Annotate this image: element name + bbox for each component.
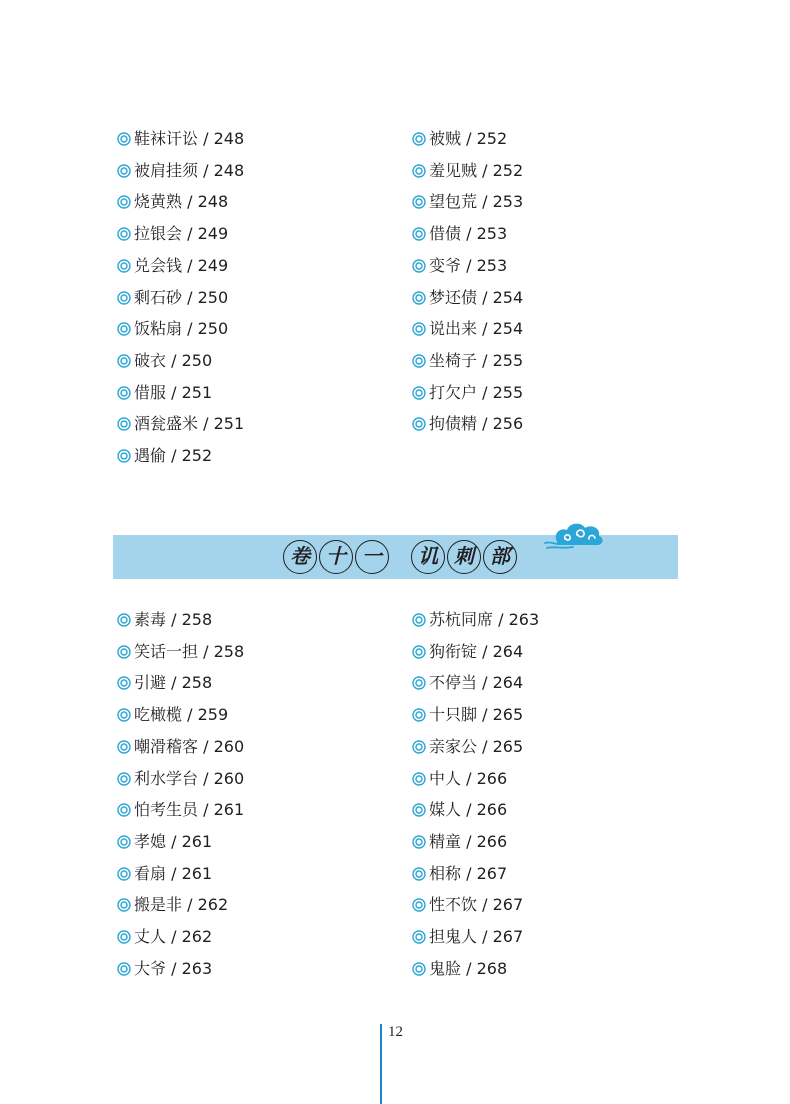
toc-entry-page: 250 — [181, 351, 213, 370]
toc-entry-page: 251 — [181, 383, 213, 402]
toc-entry — [117, 608, 212, 632]
toc-entry-title: 媒人 — [429, 800, 462, 819]
toc-entry-title: 兑会钱 — [134, 256, 183, 275]
double-circle-bullet-icon — [117, 259, 131, 273]
double-circle-bullet-icon — [412, 259, 426, 273]
toc-entry-title: 梦还债 — [429, 288, 478, 307]
toc-entry-page: 266 — [476, 769, 508, 788]
toc-entry-title: 坐椅子 — [429, 351, 478, 370]
toc-entry-separator: / — [461, 256, 477, 275]
double-circle-bullet-icon — [117, 962, 131, 976]
toc-entry-page: 252 — [492, 161, 524, 180]
toc-entry-separator: / — [198, 800, 214, 819]
toc-entry-page: 248 — [213, 161, 245, 180]
toc-entry-separator: / — [198, 769, 214, 788]
toc-entry — [117, 862, 212, 886]
toc-entry-separator: / — [477, 737, 493, 756]
toc-entry-separator: / — [182, 192, 198, 211]
toc-entry — [117, 222, 228, 246]
double-circle-bullet-icon — [412, 132, 426, 146]
toc-entry-page: 258 — [181, 673, 213, 692]
toc-entry-page: 248 — [213, 129, 245, 148]
toc-entry — [412, 862, 507, 886]
toc-entry — [117, 703, 228, 727]
toc-entry-page: 263 — [181, 959, 213, 978]
toc-entry-page: 265 — [492, 705, 524, 724]
toc-entry-separator: / — [166, 864, 182, 883]
toc-entry — [117, 640, 244, 664]
double-circle-bullet-icon — [412, 227, 426, 241]
double-circle-bullet-icon — [117, 835, 131, 849]
toc-entry-separator: / — [477, 705, 493, 724]
toc-entry-title: 素毒 — [134, 610, 167, 629]
chapter-volume-char: 卷 — [283, 540, 317, 574]
toc-entry — [412, 254, 507, 278]
toc-entry — [412, 925, 523, 949]
toc-entry-separator: / — [198, 161, 214, 180]
toc-entry — [117, 286, 228, 310]
double-circle-bullet-icon — [412, 740, 426, 754]
double-circle-bullet-icon — [412, 322, 426, 336]
double-circle-bullet-icon — [117, 930, 131, 944]
toc-entry-page: 252 — [181, 446, 213, 465]
double-circle-bullet-icon — [412, 962, 426, 976]
toc-entry — [117, 671, 212, 695]
double-circle-bullet-icon — [117, 449, 131, 463]
toc-entry-title: 丈人 — [134, 927, 167, 946]
toc-entry-title: 性不饮 — [429, 895, 478, 914]
toc-entry-separator: / — [477, 927, 493, 946]
toc-entry — [117, 412, 244, 436]
toc-entry-title: 被贼 — [429, 129, 462, 148]
toc-entry-page: 250 — [197, 319, 229, 338]
toc-entry-page: 255 — [492, 351, 524, 370]
toc-entry — [117, 767, 244, 791]
toc-entry-title: 搬是非 — [134, 895, 183, 914]
toc-entry-page: 268 — [476, 959, 508, 978]
toc-entry-separator: / — [182, 288, 198, 307]
toc-entry-title: 羞见贼 — [429, 161, 478, 180]
toc-entry-separator: / — [166, 927, 182, 946]
double-circle-bullet-icon — [117, 867, 131, 881]
double-circle-bullet-icon — [117, 740, 131, 754]
toc-entry-page: 265 — [492, 737, 524, 756]
page-number-rule — [380, 1024, 382, 1104]
chapter-name-char: 部 — [483, 540, 517, 574]
double-circle-bullet-icon — [117, 227, 131, 241]
double-circle-bullet-icon — [117, 322, 131, 336]
toc-entry-separator: / — [166, 832, 182, 851]
toc-entry-separator: / — [166, 959, 182, 978]
toc-entry-separator: / — [198, 414, 214, 433]
toc-entry-title: 烧黄熟 — [134, 192, 183, 211]
toc-entry-separator: / — [182, 895, 198, 914]
toc-entry-page: 262 — [181, 927, 213, 946]
double-circle-bullet-icon — [412, 708, 426, 722]
toc-entry-title: 大爷 — [134, 959, 167, 978]
toc-entry — [117, 127, 244, 151]
toc-entry — [412, 640, 523, 664]
double-circle-bullet-icon — [412, 645, 426, 659]
double-circle-bullet-icon — [117, 803, 131, 817]
toc-entry-separator: / — [477, 351, 493, 370]
double-circle-bullet-icon — [412, 291, 426, 305]
toc-entry — [117, 735, 244, 759]
toc-entry-title: 鬼脸 — [429, 959, 462, 978]
toc-entry-page: 261 — [181, 864, 213, 883]
toc-entry — [412, 412, 523, 436]
double-circle-bullet-icon — [117, 195, 131, 209]
toc-entry-page: 260 — [213, 737, 245, 756]
toc-entry — [117, 349, 212, 373]
toc-entry — [412, 159, 523, 183]
toc-entry-separator: / — [477, 414, 493, 433]
toc-entry — [412, 735, 523, 759]
toc-entry-page: 267 — [492, 895, 524, 914]
toc-entry-page: 260 — [213, 769, 245, 788]
toc-entry — [117, 957, 212, 981]
toc-entry — [412, 317, 523, 341]
chapter-volume-char: 一 — [355, 540, 389, 574]
toc-entry-title: 遇偷 — [134, 446, 167, 465]
toc-entry-page: 264 — [492, 673, 524, 692]
toc-entry-title: 被肩挂须 — [134, 161, 199, 180]
toc-entry-page: 259 — [197, 705, 229, 724]
toc-entry-separator: / — [198, 642, 214, 661]
toc-entry-page: 249 — [197, 256, 229, 275]
toc-entry-separator: / — [166, 610, 182, 629]
double-circle-bullet-icon — [412, 164, 426, 178]
toc-entry-page: 249 — [197, 224, 229, 243]
toc-entry-page: 258 — [181, 610, 213, 629]
double-circle-bullet-icon — [412, 867, 426, 881]
toc-entry-separator: / — [477, 192, 493, 211]
toc-entry-title: 利水学台 — [134, 769, 199, 788]
toc-entry-title: 苏杭同席 — [429, 610, 494, 629]
toc-entry-title: 亲家公 — [429, 737, 478, 756]
toc-entry-title: 不停当 — [429, 673, 478, 692]
double-circle-bullet-icon — [117, 386, 131, 400]
toc-entry-title: 借债 — [429, 224, 462, 243]
toc-entry-title: 中人 — [429, 769, 462, 788]
toc-entry-separator: / — [461, 224, 477, 243]
double-circle-bullet-icon — [117, 417, 131, 431]
toc-entry-title: 破衣 — [134, 351, 167, 370]
double-circle-bullet-icon — [117, 708, 131, 722]
toc-entry — [117, 830, 212, 854]
toc-entry-separator: / — [461, 769, 477, 788]
chapter-name-char: 讥 — [411, 540, 445, 574]
toc-entry-title: 拘债精 — [429, 414, 478, 433]
toc-entry — [412, 381, 523, 405]
toc-entry-separator: / — [166, 351, 182, 370]
auspicious-cloud-icon — [543, 519, 607, 551]
toc-entry-title: 剩石砂 — [134, 288, 183, 307]
toc-entry-title: 看扇 — [134, 864, 167, 883]
double-circle-bullet-icon — [412, 930, 426, 944]
double-circle-bullet-icon — [117, 613, 131, 627]
toc-entry-title: 鞋袜讦讼 — [134, 129, 199, 148]
toc-entry-title: 饭粘扇 — [134, 319, 183, 338]
toc-entry — [412, 286, 523, 310]
toc-entry-title: 引避 — [134, 673, 167, 692]
toc-entry-separator: / — [477, 895, 493, 914]
toc-entry-title: 吃橄榄 — [134, 705, 183, 724]
toc-entry — [117, 381, 212, 405]
toc-entry-page: 254 — [492, 288, 524, 307]
toc-entry-page: 261 — [181, 832, 213, 851]
toc-entry-title: 打欠户 — [429, 383, 478, 402]
toc-entry — [117, 925, 212, 949]
toc-entry-separator: / — [182, 256, 198, 275]
toc-entry-page: 248 — [197, 192, 229, 211]
toc-entry-separator: / — [461, 864, 477, 883]
toc-entry-separator: / — [166, 673, 182, 692]
page-number: 12 — [388, 1024, 403, 1040]
double-circle-bullet-icon — [117, 132, 131, 146]
toc-entry-page: 264 — [492, 642, 524, 661]
toc-entry-title: 精童 — [429, 832, 462, 851]
toc-entry-separator: / — [477, 673, 493, 692]
toc-entry-separator: / — [461, 959, 477, 978]
toc-entry — [412, 957, 507, 981]
toc-entry-separator: / — [477, 383, 493, 402]
toc-entry-title: 酒瓮盛米 — [134, 414, 199, 433]
double-circle-bullet-icon — [412, 195, 426, 209]
toc-entry-separator: / — [198, 129, 214, 148]
toc-entry-page: 254 — [492, 319, 524, 338]
toc-entry — [117, 159, 244, 183]
toc-entry — [117, 893, 228, 917]
double-circle-bullet-icon — [412, 835, 426, 849]
toc-entry-separator: / — [477, 319, 493, 338]
toc-entry-page: 266 — [476, 800, 508, 819]
toc-entry — [117, 798, 244, 822]
toc-entry-page: 267 — [476, 864, 508, 883]
toc-entry-title: 相称 — [429, 864, 462, 883]
toc-entry — [412, 893, 523, 917]
double-circle-bullet-icon — [412, 417, 426, 431]
toc-entry — [412, 798, 507, 822]
chapter-volume-char: 十 — [319, 540, 353, 574]
toc-entry-page: 255 — [492, 383, 524, 402]
toc-entry — [117, 254, 228, 278]
double-circle-bullet-icon — [117, 291, 131, 305]
toc-entry-page: 253 — [476, 256, 508, 275]
toc-entry-separator: / — [182, 705, 198, 724]
toc-entry-title: 十只脚 — [429, 705, 478, 724]
double-circle-bullet-icon — [412, 898, 426, 912]
chapter-name-char: 刺 — [447, 540, 481, 574]
toc-entry — [412, 830, 507, 854]
toc-entry-title: 怕考生员 — [134, 800, 199, 819]
toc-entry — [412, 767, 507, 791]
toc-entry-separator: / — [166, 446, 182, 465]
toc-entry-separator: / — [461, 129, 477, 148]
toc-entry-title: 嘲滑稽客 — [134, 737, 199, 756]
toc-entry-title: 担鬼人 — [429, 927, 478, 946]
double-circle-bullet-icon — [117, 164, 131, 178]
double-circle-bullet-icon — [412, 354, 426, 368]
toc-entry-title: 望包荒 — [429, 192, 478, 211]
toc-entry-page: 251 — [213, 414, 245, 433]
double-circle-bullet-icon — [117, 354, 131, 368]
double-circle-bullet-icon — [412, 613, 426, 627]
toc-entry-title: 借服 — [134, 383, 167, 402]
toc-entry-page: 266 — [476, 832, 508, 851]
toc-entry-page: 250 — [197, 288, 229, 307]
toc-entry-separator: / — [166, 383, 182, 402]
toc-entry — [412, 703, 523, 727]
toc-entry-page: 253 — [492, 192, 524, 211]
toc-entry-separator: / — [477, 288, 493, 307]
toc-entry-page: 267 — [492, 927, 524, 946]
toc-entry-separator: / — [198, 737, 214, 756]
double-circle-bullet-icon — [412, 772, 426, 786]
toc-entry-page: 253 — [476, 224, 508, 243]
toc-entry-title: 笑话一担 — [134, 642, 199, 661]
toc-entry — [412, 608, 539, 632]
toc-entry-separator: / — [477, 642, 493, 661]
toc-entry-separator: / — [461, 800, 477, 819]
toc-entry — [117, 190, 228, 214]
toc-entry-page: 256 — [492, 414, 524, 433]
toc-entry — [412, 671, 523, 695]
toc-entry-separator: / — [493, 610, 509, 629]
double-circle-bullet-icon — [117, 772, 131, 786]
toc-entry-title: 拉银会 — [134, 224, 183, 243]
toc-entry — [117, 444, 212, 468]
double-circle-bullet-icon — [117, 676, 131, 690]
toc-entry-page: 252 — [476, 129, 508, 148]
toc-entry-title: 变爷 — [429, 256, 462, 275]
toc-entry-page: 263 — [508, 610, 540, 629]
double-circle-bullet-icon — [412, 676, 426, 690]
toc-entry-page: 261 — [213, 800, 245, 819]
toc-entry-separator: / — [477, 161, 493, 180]
toc-entry-title: 狗衔锭 — [429, 642, 478, 661]
toc-entry — [412, 222, 507, 246]
double-circle-bullet-icon — [117, 645, 131, 659]
toc-entry-page: 262 — [197, 895, 229, 914]
double-circle-bullet-icon — [412, 386, 426, 400]
toc-entry-title: 孝媳 — [134, 832, 167, 851]
toc-entry — [117, 317, 228, 341]
toc-entry — [412, 127, 507, 151]
toc-entry-separator: / — [461, 832, 477, 851]
toc-entry-title: 说出来 — [429, 319, 478, 338]
toc-entry — [412, 349, 523, 373]
toc-entry-separator: / — [182, 319, 198, 338]
toc-entry-separator: / — [182, 224, 198, 243]
double-circle-bullet-icon — [412, 803, 426, 817]
toc-entry-page: 258 — [213, 642, 245, 661]
toc-entry — [412, 190, 523, 214]
double-circle-bullet-icon — [117, 898, 131, 912]
